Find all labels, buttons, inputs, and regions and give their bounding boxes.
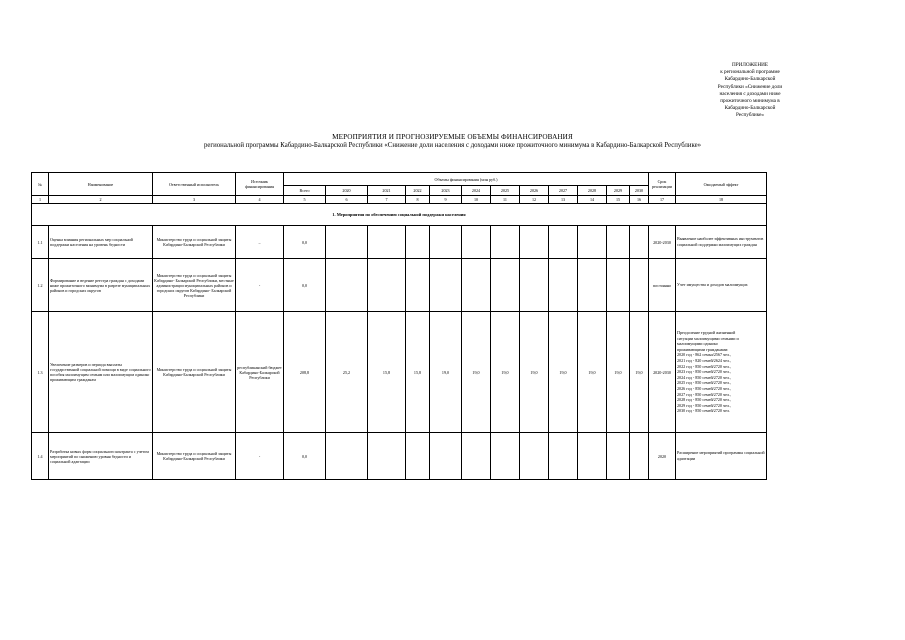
header-num: № [32,173,49,196]
effect-line: проживающими гражданами: [677,346,729,352]
row-year-value [549,259,578,312]
column-number: 5 [284,196,326,204]
effect-line: 2027 год - 850 семей/2720 чел., [677,391,731,397]
header-year: 2021 [368,186,406,196]
measures-table [31,172,767,480]
header-year: 2026 [520,186,549,196]
row-responsible: Министерство труда и социальной защиты Кабардино-Балкарской Республики [153,312,236,433]
effect-line: ситуации малоимущими семьями и [677,335,739,341]
row-name: Оценка влияния региональных мер социальной поддержки населения на уровень бедности [49,226,153,259]
row-name: Увеличение размеров и периода выплаты государственной социальной помощи в виде социального пособия малоимущим семьям или малоимущим одиноко проживающим гражданам [49,312,153,433]
row-total: 0,0 [284,433,326,480]
row-year-value [578,259,607,312]
row-num: 1.1 [32,226,49,259]
row-year-value [520,433,549,480]
column-number: 16 [630,196,649,204]
appendix-line: Кабардино-Балкарской [724,76,776,83]
row-year-value [430,226,462,259]
header-total: Всего [284,186,326,196]
row-effect [676,433,767,480]
appendix-line: Кабардино-Балкарской [724,105,776,112]
section-row [32,204,767,226]
header-effect: Ожидаемый эффект [676,173,767,196]
header-name: Наименование [49,173,153,196]
document-subtitle: региональной программы Кабардино-Балкарской Республики «Снижение доли населения с доходами ниже прожиточного минимума в Кабардино-Балкарской Республике» [203,142,702,149]
effect-line: 2026 год - 850 семей/2720 чел., [677,385,731,391]
appendix-line: к региональной программе [720,69,780,76]
table-row [32,433,767,480]
column-number: 15 [607,196,630,204]
column-number: 10 [462,196,491,204]
row-year-value: 19,0 [462,312,491,433]
row-name: Разработка новых форм социального контракта с учетом мероприятий по снижению уровня бедности и социальной адаптации [49,433,153,480]
header-year: 2020 [326,186,368,196]
column-number: 4 [236,196,284,204]
row-year-value [491,433,520,480]
row-year-value: 19,0 [607,312,630,433]
row-year-value [326,226,368,259]
row-deadline: 2020 [649,433,676,480]
effect-line: 2025 год - 850 семей/2720 чел., [677,380,731,386]
row-year-value [430,259,462,312]
effect-line: 2028 год - 850 семей/2720 чел., [677,397,731,403]
appendix-line: Республики «Снижение доли [717,83,783,90]
row-year-value: 19,0 [430,312,462,433]
effect-line: малоимущими одиноко [677,341,718,347]
column-number: 17 [649,196,676,204]
row-total: 0,0 [284,259,326,312]
row-deadline: постоянно [649,259,676,312]
row-year-value [491,226,520,259]
column-number: 9 [430,196,462,204]
header-year: 2028 [578,186,607,196]
effect-line: 2020 год - 862 семьи/2567 чел., [677,352,732,358]
row-year-value [406,433,430,480]
document-title: МЕРОПРИЯТИЯ И ПРОГНОЗИРУЕМЫЕ ОБЪЕМЫ ФИНАНСИРОВАНИЯ [332,133,573,141]
row-source: - [236,259,284,312]
effect-line: 2022 год - 850 семей/2720 чел., [677,363,731,369]
row-year-value: 19,0 [520,312,549,433]
row-year-value [462,259,491,312]
row-year-value: 15,8 [406,312,430,433]
column-number: 8 [406,196,430,204]
row-year-value [368,433,406,480]
row-year-value [607,259,630,312]
column-number: 11 [491,196,520,204]
effect-line: 2024 год - 850 семей/2720 чел., [677,374,731,380]
row-total: 0,0 [284,226,326,259]
row-num: 1.4 [32,433,49,480]
row-year-value [326,259,368,312]
column-number-row [32,196,767,204]
row-year-value [607,226,630,259]
row-year-value [430,433,462,480]
row-year-value: 15,8 [368,312,406,433]
row-year-value [462,433,491,480]
row-year-value [520,226,549,259]
column-number: 14 [578,196,607,204]
row-source: - [236,433,284,480]
column-number: 13 [549,196,578,204]
row-year-value [630,433,649,480]
row-responsible: Министерство труда и социальной защиты Кабардино-Балкарской Республики [153,226,236,259]
row-num: 1.3 [32,312,49,433]
appendix-line: ПРИЛОЖЕНИЕ [732,62,768,68]
header-volumes: Объемы финансирования (млн руб.) [284,173,649,186]
header-year: 2030 [630,186,649,196]
row-year-value [607,433,630,480]
row-year-value [520,259,549,312]
effect-line: 2023 год - 850 семей/2720 чел., [677,369,731,375]
effect-line: Учет имущества и доходов малоимущих [677,282,748,288]
row-year-value: 19,0 [549,312,578,433]
row-effect [676,226,767,259]
row-year-value [549,433,578,480]
effect-line: Расширение мероприятий программы социальной адаптации [677,450,765,461]
effect-line: 2030 год - 850 семей/2720 чел. [677,408,730,414]
row-source: – [236,226,284,259]
row-year-value [406,226,430,259]
row-year-value [630,226,649,259]
row-year-value [549,226,578,259]
row-year-value [491,259,520,312]
header-year: 2022 [406,186,430,196]
column-number: 18 [676,196,767,204]
row-name: Формирование и ведение реестра граждан с доходами ниже прожиточного минимума в разрезе муниципальных районов и городских округов [49,259,153,312]
row-deadline: 2020-2030 [649,312,676,433]
effect-line: 2021 год - 820 семей/2624 чел., [677,358,731,364]
header-responsible: Ответственный исполнитель [153,173,236,196]
row-effect [676,259,767,312]
column-number: 2 [49,196,153,204]
row-total: 208,8 [284,312,326,433]
appendix-line: населения с доходами ниже [719,90,781,97]
section-title: 1. Мероприятия по обеспечению социальной поддержки населения [32,204,767,226]
row-num: 1.2 [32,259,49,312]
row-effect [676,312,767,433]
effect-line: Выявление наиболее эффективных инструментов социальной поддержки малоимущих граждан [677,236,764,247]
row-year-value [326,433,368,480]
row-year-value: 25,2 [326,312,368,433]
appendix-note [690,62,810,120]
row-year-value [368,226,406,259]
column-number: 6 [326,196,368,204]
table-row [32,312,767,433]
column-number: 1 [32,196,49,204]
appendix-line: Республике» [735,112,764,119]
row-responsible: Министерство труда и социальной защиты Кабардино- Балкарской Республики, местные администрации муниципальных районов и городских округов Кабардино- Балкарской Республики [153,259,236,312]
header-year: 2029 [607,186,630,196]
header-year: 2024 [462,186,491,196]
row-year-value [578,226,607,259]
column-number: 3 [153,196,236,204]
header-row [32,173,767,186]
row-year-value: 19,0 [578,312,607,433]
effect-line: 2029 год - 850 семей/2720 чел., [677,402,731,408]
row-responsible: Министерство труда и социальной защиты Кабардино-Балкарской Республики [153,433,236,480]
appendix-line: прожиточного минимума в [720,98,780,105]
header-year: 2023 [430,186,462,196]
table-row [32,259,767,312]
row-year-value [368,259,406,312]
row-year-value: 19,0 [630,312,649,433]
effect-line: Преодоление трудной жизненной [677,330,736,336]
header-deadline: Срок реализации [649,173,676,196]
header-year: 2025 [491,186,520,196]
row-year-value: 19,0 [491,312,520,433]
row-year-value [630,259,649,312]
row-year-value [406,259,430,312]
column-number: 12 [520,196,549,204]
row-deadline: 2020-2030 [649,226,676,259]
row-year-value [578,433,607,480]
row-source: республиканский бюджет Кабардино-Балкарской Республики [236,312,284,433]
table-row [32,226,767,259]
header-source: Источник финансирования [236,173,284,196]
row-year-value [462,226,491,259]
header-year: 2027 [549,186,578,196]
column-number: 7 [368,196,406,204]
